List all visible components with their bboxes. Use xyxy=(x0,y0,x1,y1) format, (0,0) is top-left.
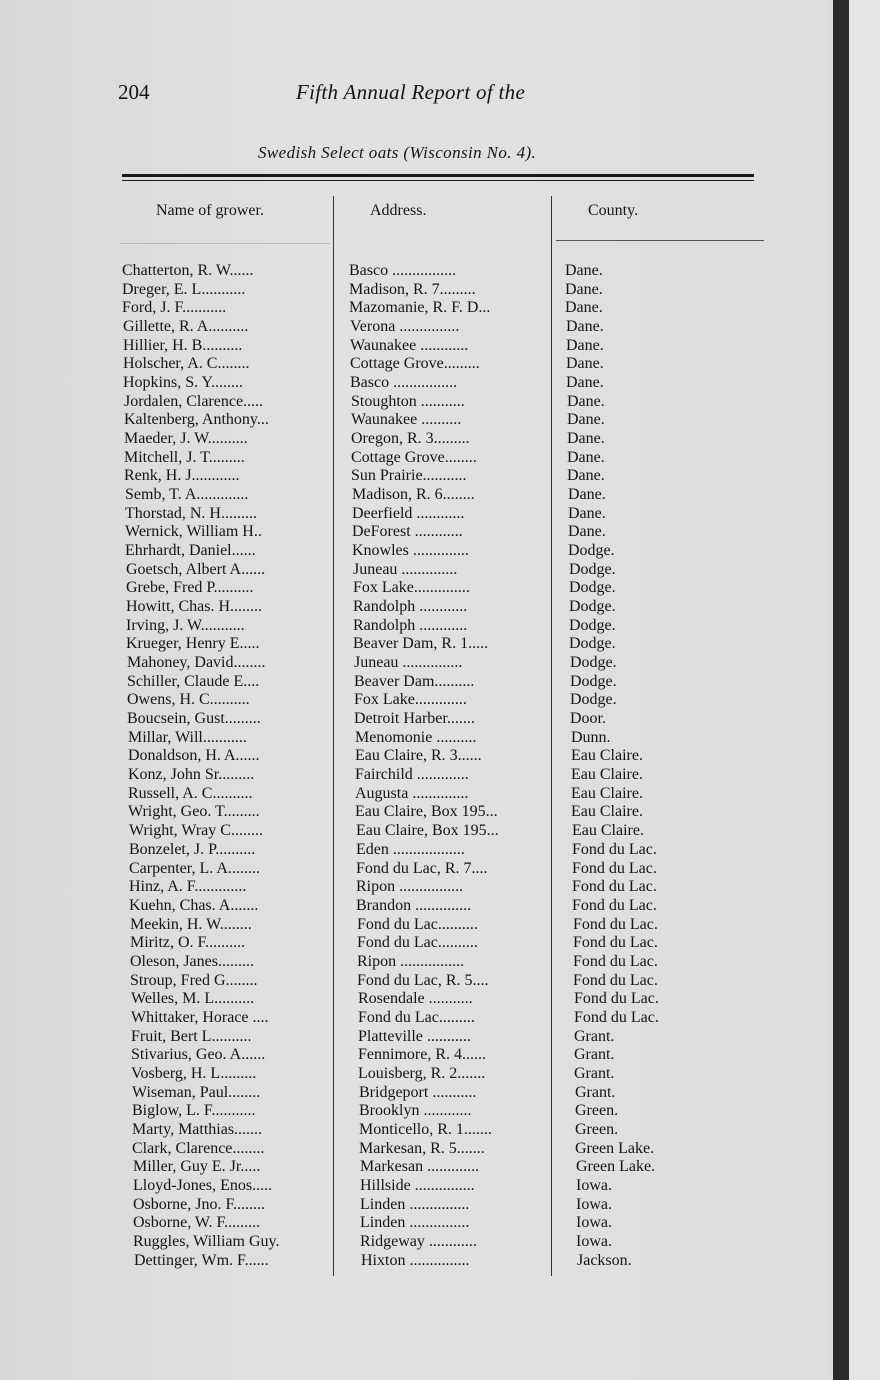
table-row xyxy=(0,841,830,860)
county-cell: Dodge. xyxy=(569,560,616,578)
grower-name-cell: Howitt, Chas. H........ xyxy=(126,598,262,616)
table-row xyxy=(0,897,830,916)
page-edge xyxy=(849,0,880,1380)
address-cell: Brooklyn ............ xyxy=(359,1102,472,1120)
address-cell: Louisberg, R. 2....... xyxy=(358,1064,486,1082)
table-row xyxy=(0,1065,830,1084)
county-cell: Dunn. xyxy=(571,728,611,746)
grower-name-cell: Semb, T. A............. xyxy=(125,486,249,504)
header-underline-left xyxy=(120,243,330,244)
county-cell: Fond du Lac. xyxy=(573,934,658,952)
table-row xyxy=(0,617,830,636)
grower-name-cell: Wright, Geo. T......... xyxy=(128,803,260,821)
address-cell: Ridgeway ............ xyxy=(360,1232,477,1250)
table-row xyxy=(0,393,830,412)
address-cell: Hillside ............... xyxy=(360,1176,475,1194)
grower-name-cell: Ruggles, William Guy. xyxy=(133,1232,280,1250)
address-cell: Ripon ................ xyxy=(357,952,465,970)
grower-name-cell: Wernick, William H.. xyxy=(125,523,262,541)
county-cell: Eau Claire. xyxy=(571,766,643,784)
table-row xyxy=(0,579,830,598)
county-cell: Grant. xyxy=(575,1083,616,1101)
address-cell: Randolph ............ xyxy=(353,598,468,616)
table-row xyxy=(0,337,830,356)
grower-name-cell: Lloyd-Jones, Enos..... xyxy=(133,1176,273,1194)
grower-name-cell: Miller, Guy E. Jr..... xyxy=(133,1158,261,1176)
address-cell: Randolph ............ xyxy=(353,616,468,634)
column-header-address: Address. xyxy=(370,202,427,219)
table-row xyxy=(0,505,830,524)
table-row xyxy=(0,598,830,617)
table-row xyxy=(0,486,830,505)
address-cell: Waunakee ............ xyxy=(350,336,469,354)
grower-name-cell: Mitchell, J. T......... xyxy=(124,448,245,466)
grower-name-cell: Stivarius, Geo. A...... xyxy=(131,1046,266,1064)
county-cell: Door. xyxy=(570,710,606,728)
table-row xyxy=(0,542,830,561)
table-row xyxy=(0,635,830,654)
table-row xyxy=(0,1028,830,1047)
grower-name-cell: Irving, J. W........... xyxy=(126,616,245,634)
address-cell: Cottage Grove......... xyxy=(350,355,480,373)
county-cell: Dodge. xyxy=(570,691,617,709)
table-row xyxy=(0,691,830,710)
county-cell: Dodge. xyxy=(569,598,616,616)
address-cell: Fond du Lac, R. 7.... xyxy=(356,859,488,877)
grower-name-cell: Clark, Clarence........ xyxy=(132,1139,265,1157)
table-row xyxy=(0,990,830,1009)
table-row xyxy=(0,1214,830,1233)
grower-name-cell: Owens, H. C.......... xyxy=(127,691,250,709)
grower-name-cell: Mahoney, David........ xyxy=(127,654,266,672)
address-cell: Verona ............... xyxy=(350,318,460,336)
county-cell: Grant. xyxy=(574,1027,615,1045)
county-cell: Fond du Lac. xyxy=(572,840,657,858)
grower-name-cell: Osborne, W. F......... xyxy=(133,1214,261,1232)
grower-name-cell: Krueger, Henry E..... xyxy=(126,635,260,653)
grower-name-cell: Meekin, H. W........ xyxy=(130,915,252,933)
address-cell: Markesan ............. xyxy=(360,1158,480,1176)
address-cell: Fairchild ............. xyxy=(355,766,469,784)
grower-name-cell: Stroup, Fred G........ xyxy=(130,971,258,989)
grower-name-cell: Maeder, J. W.......... xyxy=(124,430,248,448)
county-cell: Dodge. xyxy=(569,635,616,653)
grower-name-cell: Goetsch, Albert A...... xyxy=(126,560,266,578)
address-cell: Markesan, R. 5....... xyxy=(359,1139,485,1157)
table-row xyxy=(0,972,830,991)
county-cell: Dodge. xyxy=(569,616,616,634)
county-cell: Grant. xyxy=(574,1064,615,1082)
county-cell: Iowa. xyxy=(576,1232,612,1250)
grower-name-cell: Ehrhardt, Daniel...... xyxy=(125,542,256,560)
table-top-rule-thin xyxy=(122,180,754,181)
book-binding xyxy=(833,0,849,1380)
address-cell: Platteville ........... xyxy=(358,1027,471,1045)
county-cell: Jackson. xyxy=(577,1251,632,1269)
address-cell: Rosendale ........... xyxy=(358,990,473,1008)
table-row xyxy=(0,1233,830,1252)
address-cell: Basco ................ xyxy=(349,262,457,279)
table-row xyxy=(0,916,830,935)
address-cell: Fond du Lac, R. 5.... xyxy=(357,971,489,989)
address-cell: Fox Lake............. xyxy=(354,691,467,709)
grower-name-cell: Gillette, R. A.......... xyxy=(123,318,249,336)
county-cell: Dodge. xyxy=(570,654,617,672)
address-cell: Brandon .............. xyxy=(356,896,472,914)
page-number: 204 xyxy=(118,80,150,104)
header-underline-right xyxy=(556,240,764,241)
address-cell: Oregon, R. 3......... xyxy=(351,430,470,448)
county-cell: Fond du Lac. xyxy=(573,915,658,933)
county-cell: Dodge. xyxy=(568,542,615,560)
table-row xyxy=(0,355,830,374)
county-cell: Green Lake. xyxy=(576,1158,656,1176)
address-cell: Menomonie .......... xyxy=(355,728,477,746)
county-cell: Green Lake. xyxy=(575,1139,655,1157)
table-row xyxy=(0,1084,830,1103)
county-cell: Iowa. xyxy=(576,1214,612,1232)
county-cell: Dane. xyxy=(568,504,606,522)
table-row xyxy=(0,1158,830,1177)
table-row xyxy=(0,1009,830,1028)
table-row xyxy=(0,953,830,972)
county-cell: Dodge. xyxy=(569,579,616,597)
table-row xyxy=(0,1140,830,1159)
table-row xyxy=(0,710,830,729)
grower-name-cell: Wright, Wray C........ xyxy=(129,822,263,840)
table-row xyxy=(0,299,830,318)
table-row xyxy=(0,1177,830,1196)
county-cell: Fond du Lac. xyxy=(572,896,657,914)
table-row xyxy=(0,411,830,430)
grower-name-cell: Hillier, H. B.......... xyxy=(123,336,243,354)
county-cell: Dane. xyxy=(567,392,605,410)
county-cell: Dane. xyxy=(567,467,605,485)
address-cell: Sun Prairie........... xyxy=(351,467,467,485)
address-cell: Eau Claire, Box 195... xyxy=(355,803,498,821)
address-cell: Beaver Dam, R. 1..... xyxy=(353,635,489,653)
grower-name-cell: Millar, Will........... xyxy=(128,728,247,746)
grower-name-cell: Miritz, O. F.......... xyxy=(130,934,246,952)
table-row xyxy=(0,449,830,468)
address-cell: Juneau .............. xyxy=(353,560,458,578)
grower-name-cell: Ford, J. F........... xyxy=(122,299,227,317)
table-row xyxy=(0,729,830,748)
county-cell: Green. xyxy=(575,1120,619,1138)
county-cell: Dane. xyxy=(566,318,604,336)
county-cell: Grant. xyxy=(574,1046,615,1064)
address-cell: Knowles .............. xyxy=(352,542,469,560)
address-cell: Waunakee .......... xyxy=(351,411,462,429)
grower-name-cell: Whittaker, Horace .... xyxy=(131,1008,269,1026)
grower-name-cell: Vosberg, H. L......... xyxy=(131,1064,257,1082)
address-cell: Fennimore, R. 4...... xyxy=(358,1046,486,1064)
address-cell: Bridgeport ........... xyxy=(359,1083,477,1101)
table-row xyxy=(0,318,830,337)
county-cell: Dane. xyxy=(566,355,604,373)
table-row xyxy=(0,860,830,879)
table-row xyxy=(0,262,830,281)
address-cell: Fox Lake.............. xyxy=(353,579,470,597)
address-cell: Hixton ............... xyxy=(361,1251,470,1269)
grower-name-cell: Jordalen, Clarence..... xyxy=(124,392,264,410)
county-cell: Dane. xyxy=(565,280,603,298)
grower-name-cell: Chatterton, R. W...... xyxy=(122,262,254,279)
address-cell: Monticello, R. 1....... xyxy=(359,1120,492,1138)
grower-name-cell: Hinz, A. F............. xyxy=(129,878,247,896)
county-cell: Dane. xyxy=(568,486,606,504)
table-row xyxy=(0,803,830,822)
address-cell: Fond du Lac.......... xyxy=(357,915,478,933)
table-row xyxy=(0,1121,830,1140)
county-cell: Dane. xyxy=(567,430,605,448)
county-cell: Eau Claire. xyxy=(571,784,643,802)
county-cell: Dane. xyxy=(567,448,605,466)
grower-name-cell: Russell, A. C.......... xyxy=(128,784,253,802)
address-cell: Mazomanie, R. F. D... xyxy=(349,299,491,317)
address-cell: DeForest ............ xyxy=(352,523,463,541)
address-cell: Linden ............... xyxy=(360,1195,470,1213)
table-row xyxy=(0,878,830,897)
county-cell: Iowa. xyxy=(576,1195,612,1213)
county-cell: Eau Claire. xyxy=(572,822,644,840)
table-row xyxy=(0,561,830,580)
grower-name-cell: Boucsein, Gust......... xyxy=(127,710,261,728)
grower-name-cell: Renk, H. J............ xyxy=(124,467,240,485)
table-row xyxy=(0,467,830,486)
address-cell: Eau Claire, R. 3...... xyxy=(355,747,482,765)
grower-name-cell: Carpenter, L. A........ xyxy=(129,859,260,877)
grower-name-cell: Oleson, Janes......... xyxy=(130,952,254,970)
table-row xyxy=(0,1252,830,1271)
grower-name-cell: Fruit, Bert L.......... xyxy=(131,1027,252,1045)
county-cell: Dane. xyxy=(566,336,604,354)
grower-name-cell: Welles, M. L.......... xyxy=(131,990,255,1008)
table-row xyxy=(0,673,830,692)
county-cell: Fond du Lac. xyxy=(573,952,658,970)
table-row xyxy=(0,374,830,393)
address-cell: Madison, R. 7......... xyxy=(349,280,476,298)
grower-name-cell: Kuehn, Chas. A....... xyxy=(129,896,259,914)
address-cell: Eau Claire, Box 195... xyxy=(356,822,499,840)
table-row xyxy=(0,766,830,785)
grower-name-cell: Marty, Matthias....... xyxy=(132,1120,263,1138)
address-cell: Linden ............... xyxy=(360,1214,470,1232)
grower-name-cell: Grebe, Fred P.......... xyxy=(126,579,254,597)
address-cell: Stoughton ........... xyxy=(351,392,465,410)
grower-name-cell: Holscher, A. C........ xyxy=(123,355,250,373)
address-cell: Eden .................. xyxy=(356,840,465,858)
grower-name-cell: Donaldson, H. A...... xyxy=(128,747,260,765)
county-cell: Dodge. xyxy=(570,672,617,690)
table-row xyxy=(0,785,830,804)
table-row xyxy=(0,747,830,766)
address-cell: Augusta .............. xyxy=(355,784,469,802)
table-row xyxy=(0,1046,830,1065)
county-cell: Iowa. xyxy=(576,1176,612,1194)
county-cell: Eau Claire. xyxy=(571,803,643,821)
grower-name-cell: Schiller, Claude E.... xyxy=(127,672,260,690)
grower-name-cell: Wiseman, Paul........ xyxy=(132,1083,261,1101)
county-cell: Green. xyxy=(575,1102,619,1120)
address-cell: Deerfield ............ xyxy=(352,504,465,522)
grower-name-cell: Thorstad, N. H......... xyxy=(125,504,257,522)
county-cell: Eau Claire. xyxy=(571,747,643,765)
grower-name-cell: Biglow, L. F........... xyxy=(132,1102,256,1120)
address-cell: Fond du Lac.......... xyxy=(357,934,478,952)
table-row xyxy=(0,523,830,542)
address-cell: Ripon ................ xyxy=(356,878,464,896)
table-row xyxy=(0,934,830,953)
grower-table-body xyxy=(0,262,830,1270)
address-cell: Cottage Grove........ xyxy=(351,448,477,466)
table-row xyxy=(0,1196,830,1215)
table-row xyxy=(0,430,830,449)
grower-name-cell: Dreger, E. L........... xyxy=(122,280,246,298)
table-title: Swedish Select oats (Wisconsin No. 4). xyxy=(258,143,537,162)
grower-name-cell: Hopkins, S. Y........ xyxy=(123,374,244,392)
table-row xyxy=(0,1102,830,1121)
table-row xyxy=(0,281,830,300)
county-cell: Fond du Lac. xyxy=(573,971,658,989)
county-cell: Fond du Lac. xyxy=(574,1008,659,1026)
table-top-rule xyxy=(122,174,754,177)
column-header-name: Name of grower. xyxy=(156,202,264,219)
grower-name-cell: Bonzelet, J. P.......... xyxy=(129,840,256,858)
county-cell: Dane. xyxy=(566,374,604,392)
grower-name-cell: Dettinger, Wm. F...... xyxy=(134,1251,269,1269)
grower-name-cell: Konz, John Sr......... xyxy=(128,766,255,784)
county-cell: Fond du Lac. xyxy=(574,990,659,1008)
county-cell: Dane. xyxy=(565,299,603,317)
address-cell: Basco ................ xyxy=(350,374,458,392)
table-row xyxy=(0,654,830,673)
address-cell: Juneau ............... xyxy=(354,654,463,672)
grower-name-cell: Kaltenberg, Anthony... xyxy=(124,411,269,429)
running-head: Fifth Annual Report of the xyxy=(296,80,526,104)
address-cell: Detroit Harber....... xyxy=(354,710,475,728)
address-cell: Madison, R. 6........ xyxy=(352,486,475,504)
county-cell: Dane. xyxy=(568,523,606,541)
table-row xyxy=(0,822,830,841)
county-cell: Dane. xyxy=(565,262,603,279)
county-cell: Dane. xyxy=(567,411,605,429)
address-cell: Fond du Lac......... xyxy=(358,1008,475,1026)
column-header-county: County. xyxy=(588,202,639,219)
grower-name-cell: Osborne, Jno. F........ xyxy=(133,1195,266,1213)
county-cell: Fond du Lac. xyxy=(572,878,657,896)
county-cell: Fond du Lac. xyxy=(572,859,657,877)
address-cell: Beaver Dam.......... xyxy=(354,672,475,690)
